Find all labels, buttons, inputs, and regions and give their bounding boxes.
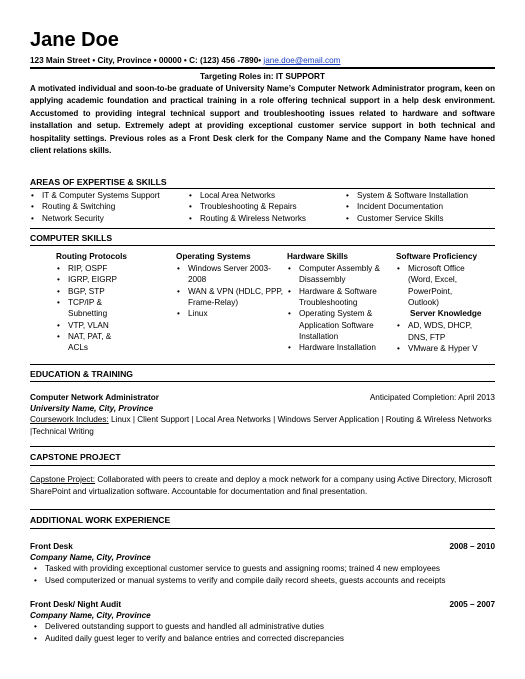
work-top-divider — [30, 509, 495, 510]
list-item: • BGP, STP — [56, 286, 166, 297]
list-item: • Windows Server 2003-2008 — [176, 263, 286, 286]
list-item: • Network Security — [30, 213, 190, 224]
computer-skills-title: COMPUTER SKILLS — [30, 233, 113, 243]
server-knowledge-list — [396, 320, 496, 354]
list-item: • Hardware & Software Troubleshooting — [287, 286, 391, 309]
list-item: • WAN & VPN (HDLC, PPP, Frame-Relay) — [176, 286, 286, 309]
email-link[interactable]: jane.doe@email.com — [263, 56, 341, 65]
software-proficiency-list — [396, 263, 496, 308]
job-role: Front Desk — [30, 542, 73, 551]
list-item: • VTP, VLAN — [56, 320, 166, 331]
list-item: • RIP, OSPF — [56, 263, 166, 274]
server-knowledge-heading: Server Knowledge — [410, 309, 482, 319]
list-item: • VMware & Hyper V — [396, 343, 496, 354]
software-proficiency-column — [396, 251, 496, 354]
expertise-list-2 — [188, 190, 348, 224]
list-item: • Operating System & Application Software Installation — [287, 308, 391, 342]
expertise-list-3 — [345, 190, 505, 224]
routing-protocols-heading: Routing Protocols — [56, 252, 127, 261]
job-role: Front Desk/ Night Audit — [30, 600, 122, 609]
education-divider — [30, 381, 495, 382]
capstone-top-divider — [30, 446, 495, 447]
education-title: EDUCATION & TRAINING — [30, 369, 133, 379]
school-name: University Name, City, Province — [30, 404, 154, 413]
routing-protocols-column — [56, 251, 166, 353]
list-item: • Hardware Installation — [287, 342, 391, 353]
software-proficiency-heading: Software Proficiency — [396, 252, 477, 261]
capstone-description — [30, 474, 495, 498]
work-divider — [30, 528, 495, 529]
job-bullets — [33, 563, 495, 587]
list-item: • Used computerized or manual systems to verify and compile daily record sheets, guests accounts and receipts — [33, 575, 495, 587]
coursework-label: Coursework Includes: — [30, 415, 109, 424]
list-item: • Computer Assembly & Disassembly — [287, 263, 391, 286]
operating-systems-heading: Operating Systems — [176, 252, 251, 261]
skills-top-divider — [30, 228, 495, 229]
list-item: • Customer Service Skills — [345, 213, 505, 224]
candidate-name: Jane Doe — [30, 29, 119, 51]
routing-protocols-list — [56, 263, 166, 353]
job-dates: 2005 – 2007 — [449, 600, 495, 609]
list-item: • AD, WDS, DHCP, DNS, FTP — [396, 320, 480, 343]
list-item: • Incident Documentation — [345, 201, 505, 212]
completion-date: Anticipated Completion: April 2013 — [369, 393, 495, 402]
list-item: • System & Software Installation — [345, 190, 505, 201]
job-company: Company Name, City, Province — [30, 611, 151, 620]
list-item: • Routing & Wireless Networks — [188, 213, 348, 224]
capstone-text: Collaborated with peers to create and deploy a mock network for a company using Active Directory, Microsoft SharePoint and virtualization software. Accountable for documentation and final presentation. — [30, 475, 492, 496]
hardware-skills-heading: Hardware Skills — [287, 252, 348, 261]
program-name: Computer Network Administrator — [30, 393, 159, 402]
operating-systems-column — [176, 251, 286, 320]
operating-systems-list — [176, 263, 286, 319]
list-item: • IT & Computer Systems Support — [30, 190, 190, 201]
list-item: • Tasked with providing exceptional customer service to guests and assigning rooms; trained 4 new employees — [33, 563, 495, 575]
contact-line — [30, 55, 340, 66]
list-item: • TCP/IP & Subnetting — [56, 297, 126, 320]
hardware-skills-column — [287, 251, 391, 353]
education-top-divider — [30, 364, 495, 365]
capstone-divider — [30, 465, 495, 466]
job-dates: 2008 – 2010 — [449, 542, 495, 551]
expertise-divider — [30, 188, 495, 189]
list-item: • Local Area Networks — [188, 190, 348, 201]
list-item: • Routing & Switching — [30, 201, 190, 212]
list-item: • Delivered outstanding support to guests and handled all administrative duties — [33, 621, 495, 633]
coursework — [30, 414, 495, 438]
expertise-list-1 — [30, 190, 190, 224]
list-item: • Audited daily guest leger to verify and balance entries and corrected discrepancies — [33, 633, 495, 645]
list-item: • Linux — [176, 308, 286, 319]
job-bullets — [33, 621, 495, 645]
list-item: • NAT, PAT, & ACLs — [56, 331, 126, 354]
summary-paragraph: A motivated individual and soon-to-be graduate of University Name’s Computer Network Administrator program, keen on applying academic foundation and practical training in a role offering technical support in a help desk environment. Accustomed to providing integral technical support and troubleshooting issues related to hardware and software installation and setup. Extremely adept at providing exceptional customer service support in both technical and hospitality settings. Previous roles as a Front Desk clerk for the Company Name and the Company Name have honed client relations skills. — [30, 84, 495, 156]
list-item: • Troubleshooting & Repairs — [188, 201, 348, 212]
expertise-title: AREAS OF EXPERTISE & SKILLS — [30, 177, 167, 187]
list-item: • Microsoft Office (Word, Excel, PowerPoint, Outlook) — [396, 263, 480, 308]
capstone-title: CAPSTONE PROJECT — [30, 452, 121, 462]
hardware-skills-list — [287, 263, 391, 353]
header-divider — [30, 67, 495, 69]
work-title: ADDITIONAL WORK EXPERIENCE — [30, 515, 171, 525]
contact-details: 123 Main Street • City, Province • 00000 • C: (123) 456 -7890• — [30, 56, 262, 65]
capstone-label: Capstone Project: — [30, 475, 96, 484]
list-item: • IGRP, EIGRP — [56, 274, 166, 285]
job-company: Company Name, City, Province — [30, 553, 151, 562]
coursework-list: Linux | Client Support | Local Area Networks | Windows Server Application | Routing & Wireless Networks |Technical Writing — [30, 415, 492, 436]
target-role: Targeting Roles in: IT SUPPORT — [200, 72, 325, 81]
skills-divider — [30, 245, 495, 246]
